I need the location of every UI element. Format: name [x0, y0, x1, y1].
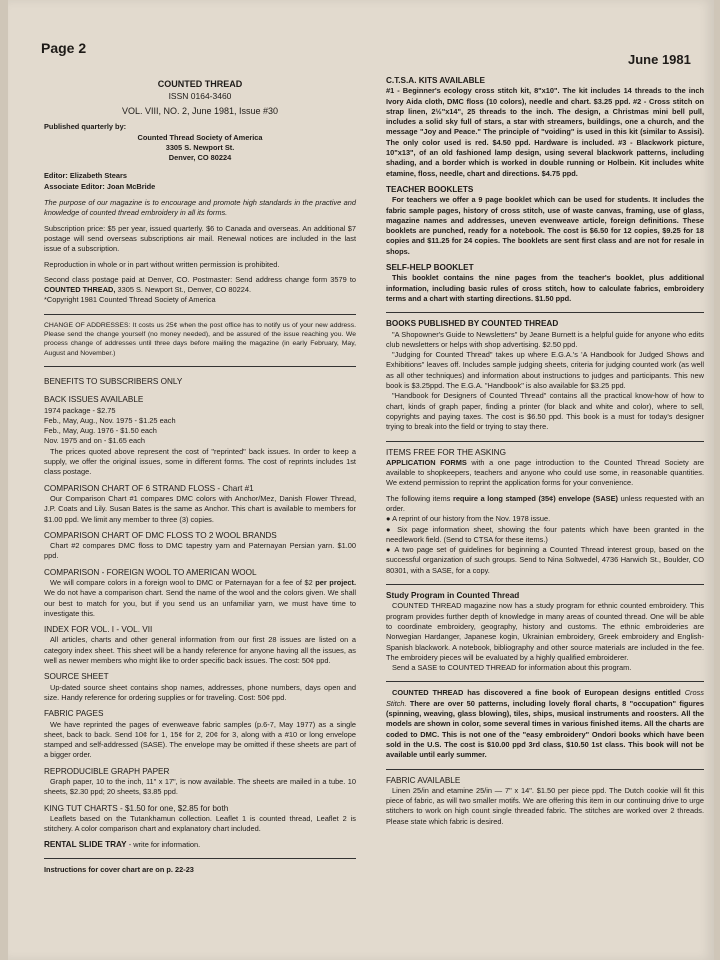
chart2-heading: COMPARISON CHART OF DMC FLOSS TO 2 WOOL BRANDS — [44, 530, 277, 540]
sase-a: The following items — [386, 493, 453, 503]
published-by: Published quarterly by: — [44, 122, 127, 132]
divider — [386, 769, 704, 770]
kits-text: #1 - Beginner's ecology cross stitch kit, 8"x10". The kit includes 14 threads to the inch Ivory Aida cloth, DMC floss (10 colors), needle and chart. $3.25 ppd. #2 - Cross stitch on strap linen, 2½"x14", 25 threads to the inch. The design, a Christmas mini bell pull, includes a solid sky full of stars, a star with streamers, buildings, one a church, and the message "Joy and Peace." The principle of "voiding" is used in this kit (similar to Assisi). The only color used is red. $4.50 ppd. Hardware is included. #3 - Blackwork picture, 10"x13", of an old fashioned lamp design, using several blackwork patterns, including shading, and a border which is worked in double running or Holbein. Kit includes white etamine, floss, needle, chart and directions. $4.75 ppd. — [386, 86, 704, 178]
chart1-heading: COMPARISON CHART OF 6 STRAND FLOSS - Chart #1 — [44, 483, 254, 493]
reproduction: Reproduction in whole or in part without written permission is prohibited. — [44, 259, 280, 269]
index-heading: INDEX FOR VOL. I - VOL. VII — [44, 625, 153, 635]
postage — [44, 275, 356, 296]
king-tut-heading: KING TUT CHARTS - $1.50 for one, $2.85 for both — [44, 803, 229, 813]
book-judging: "Judging for Counted Thread" takes up where E.G.A.'s 'A Handbook for Judged Shows and Exhibitions" leaves off. Includes sample judging sheets, criteria for judging counted work (as well as all other techniques) and information about instructions to judges and participants. This new book is $3.25ppd. The E.G.A. "Handbook" is also available for $3.25 ppd. — [386, 350, 704, 391]
index-text: All articles, charts and other general information from our first 28 issues are listed on a category index sheet. This sheet will be a handy reference for anyone having all the issues, as well as newer members who might like to order specific back issues. The cost: 50¢ ppd. — [44, 635, 356, 666]
rental-text: - write for information. — [126, 839, 201, 849]
eu-a: COUNTED THREAD has discovered a fine book of European designs entitled — [392, 688, 685, 698]
divider — [386, 584, 704, 585]
sase-c: unless requested with an order. — [386, 493, 704, 513]
back-issues-heading: BACK ISSUES AVAILABLE — [44, 395, 144, 405]
fabric-available-text: Linen 25/in and etamine 25/in — 7" x 14". $1.50 per piece ppd. The Dutch cookie will fit this piece of fabric, as will two smaller motifs. We are offering this item in our continuing drive to urge stitchers to work on high count single threaded fabric. The stitches are worked over 2 threads. Please state which fabric is desired. — [386, 785, 704, 826]
purpose: The purpose of our magazine is to encourage and promote high standards in the practive and knowledge of counted thread embroidery in all its forms. — [44, 198, 356, 218]
graph-paper-heading: REPRODUCIBLE GRAPH PAPER — [44, 766, 170, 776]
free-item: ● Six page information sheet, showing the four patents which have been granted in the needlework field. (Send to CTSA for these items.) — [386, 524, 704, 544]
foreign-wool-heading: COMPARISON - FOREIGN WOOL TO AMERICAN WOOL — [44, 567, 257, 577]
fabric-available-heading: FABRIC AVAILABLE — [386, 775, 461, 785]
eu-c: There are over 50 patterns, including lovely floral charts, 8 "occupation" figures (spinning, weaving, glass blowing), tiles, ships, musical instruments and roosters. All the models are shown in color, some several times in various finished items. All the charts are coded to DMC. This is not one of the "easy embroidery" Ondori books which have been sold in the U.S. The cost is $10.00 ppd 3rd class, $10.50 1st class. This book will not be available until early summer. — [386, 698, 704, 760]
foreign-wool-text — [44, 578, 356, 619]
fw-text-bold: per project. — [315, 577, 356, 587]
fw-text-c: We do not have a comparison chart. Send the name of the wool and the colors given. We shall our best to match for you, but if you send us an unfamiliar yarn, we must have time to investigate this. — [44, 588, 356, 618]
fw-text-a: We will compare colors in a foreign wool to DMC or Paternayan for a fee of $2 — [50, 577, 316, 587]
study-program-text: COUNTED THREAD magazine now has a study program for ethnic counted embroidery. This program provides further depth of knowledge in many areas of counted thread. One will be able to coordinate embroidery, geography, history and customs. The ethnic embroideries are Norwegian Hardanger, Japanese kogin, Ukrainian embroidery, Greek embroidery and English-Spanish blackwork. A notebook, bibliography and other source materials are included in the fee. The embroidery pieces will be evaluated by a highly qualified embroiderer. — [386, 601, 704, 662]
copyright: *Copyright 1981 Counted Thread Society of America — [44, 295, 216, 305]
org-name: Counted Thread Society of America — [137, 132, 263, 142]
sase-bold: require a long stamped (35¢) envelope (SASE) — [452, 493, 619, 503]
study-program-heading: Study Program in Counted Thread — [386, 591, 520, 601]
teacher-booklets-heading: TEACHER BOOKLETS — [386, 184, 474, 194]
rental-heading: RENTAL SLIDE TRAY — [44, 839, 127, 849]
european-book-text — [386, 688, 704, 760]
back-issue-line: Nov. 1975 and on - $1.65 each — [44, 436, 145, 446]
back-issues-text: The prices quoted above represent the cost of "reprinted" back issues. In order to keep a supply, we offer the original issues, some in different forms. The cost of reprints includes 1st class postage. — [44, 446, 356, 477]
divider — [44, 366, 356, 367]
org-street: 3305 S. Newport St. — [165, 142, 235, 152]
magazine-page — [8, 0, 714, 960]
free-items-heading: ITEMS FREE FOR THE ASKING — [386, 447, 506, 457]
left-column — [44, 78, 356, 875]
eu-title: Cross Stitch. — [386, 688, 704, 708]
application-forms-text: with a one page introduction to the Counted Thread Society are available to shopkeepers, teachers and anyone who could use some, in reasonable quantities. We extend permission to reprint the application forms for your convenience. — [386, 457, 704, 488]
application-forms-bold: APPLICATION FORMS — [386, 457, 467, 467]
study-program-sase: Send a SASE to COUNTED THREAD for information about this program. — [392, 663, 632, 673]
right-column — [386, 76, 704, 832]
kits-heading: C.T.S.A. KITS AVAILABLE — [386, 76, 486, 85]
self-help-heading: SELF-HELP BOOKLET — [386, 263, 474, 273]
chart2-text: Chart #2 compares DMC floss to DMC tapestry yarn and Paternayan Persian yarn. $1.00 ppd. — [44, 541, 356, 561]
source-sheet-text: Up-dated source sheet contains shop names, addresses, phone numbers, days open and size. Handy reference for ordering supplies or for traveling. Cost: 50¢ ppd. — [44, 682, 356, 702]
postage-address: 3305 S. Newport St., Denver, CO 80224. — [115, 285, 252, 295]
page-number: Page 2 — [41, 40, 87, 56]
masthead-title: COUNTED THREAD — [157, 79, 243, 89]
divider — [386, 681, 704, 682]
source-sheet-heading: SOURCE SHEET — [44, 672, 109, 682]
postage-bold: COUNTED THREAD, — [44, 285, 116, 295]
associate-editor: Associate Editor: Joan McBride — [44, 181, 156, 191]
subscription: Subscription price: $5 per year, issued quarterly. $6 to Canada and overseas. An additional $7 postage will send overseas subscriptions air mail. Renewal notices are included in the last issue of a subscription. — [44, 223, 356, 254]
king-tut-text: Leaflets based on the Tutankhamun collection. Leaflet 1 is counted thread, Leaflet 2 is stitchery. A color comparison chart and explanatory chart included. — [44, 813, 356, 834]
fabric-pages-text: We have reprinted the pages of evenweave fabric samples (p.6-7, May 1977) as a single sheet, back to back. Send 10¢ for 1, 15¢ for 2, 20¢ for 3, along with a #10 or long envelope stamped and self-addressed (SASE). The envelope may be omitted if these sheets are part of a bigger order. — [44, 719, 356, 760]
divider — [386, 312, 704, 313]
cover-chart-note: Instructions for cover chart are on p. 22-23 — [44, 864, 194, 874]
teacher-booklets-text: For teachers we offer a 9 page booklet which can be used for students. It includes the fabric sample pages, history of cross stitch, use of waste canvas, framing, use of glass, magazine names and addresses, uneven evenweave article, foreign definitions. These booklets are punched, ready for a notebook. The cost is $6.50 for 12 copies, $9.25 for 18 copies and $11.25 for 24 copies. The booklets are sent first class and are not for resale in shops. — [386, 195, 704, 256]
issn: ISSN 0164-3460 — [168, 91, 232, 101]
free-item-text: Six page information sheet, showing the four patents which have been granted in the needlework field. (Send to CTSA for these items.) — [386, 524, 704, 544]
editor: Editor: Elizabeth Stears — [44, 171, 127, 181]
self-help-text: This booklet contains the nine pages from the teacher's booklet, plus additional information, including basic rules of cross stitch, how to calculate fabrics, embroidery terms and a chart with starting directions. $1.50 ppd. — [386, 273, 704, 303]
divider — [386, 441, 704, 442]
free-item: ● A two page set of guidelines for beginning a Counted Thread interest group, based on the successful organization of such groups. Send to Nina Soltwedel, 4736 Harwich St., Boulder, CO 80301, with a SASE, for a copy. — [386, 545, 704, 575]
books-heading: BOOKS PUBLISHED BY COUNTED THREAD — [386, 319, 559, 329]
back-issue-line: 1974 package - $2.75 — [44, 405, 116, 415]
divider — [44, 858, 356, 859]
free-item-text: A reprint of our history from the Nov. 1978 issue. — [392, 514, 551, 524]
book-designers: "Handbook for Designers of Counted Thread" contains all the practical know-how of how to chart, kinds of graph paper, finding a printer (for black and white and color), where to sell, copyrights and paying taxes. The cost is $6.50 ppd. This book is a must for today's designer trying to break into the field or trying to stay there. — [386, 391, 704, 432]
free-item: ● A reprint of our history from the Nov. 1978 issue. — [386, 514, 551, 524]
book-shopowner: "A Shopowner's Guide to Newsletters" by Jeane Burnett is a helpful guide for anyone who edits club newsletters or helps with shop advertising. $2.50 ppd. — [386, 329, 704, 349]
rental-slide-tray — [44, 840, 356, 850]
fabric-pages-heading: FABRIC PAGES — [44, 709, 104, 719]
graph-paper-text: Graph paper, 10 to the inch, 11" x 17", is now available. The sheets are mailed in a tube. 10 sheets, $2.30 ppd; 20 sheets, $3.85 ppd. — [44, 777, 356, 797]
back-issue-line: Feb., May, Aug., Nov. 1975 - $1.25 each — [44, 415, 176, 425]
divider — [44, 314, 356, 315]
volume-line: VOL. VIII, NO. 2, June 1981, Issue #30 — [121, 106, 279, 116]
benefits-heading: BENEFITS TO SUBSCRIBERS ONLY — [44, 376, 183, 386]
org-city: Denver, CO 80224 — [168, 153, 232, 163]
sase-note — [386, 494, 704, 515]
back-issue-line: Feb., May, Aug. 1976 - $1.50 each — [44, 426, 157, 436]
issue-date: June 1981 — [628, 52, 691, 67]
change-of-address: CHANGE OF ADDRESSES: It costs us 25¢ when the post office has to notify us of your new address. Please send the change yourself (no money needed), and be assured of the issue reaching you. We process change of addresses until three days before mailing the magazine (in early February, May, August and November.) — [44, 321, 356, 357]
application-forms — [386, 458, 704, 489]
free-item-text: A two page set of guidelines for beginning a Counted Thread interest group, based on the successful organization of such groups. Send to Nina Soltwedel, 4736 Harwich St., Boulder, CO 80301, with a SASE, for a copy. — [386, 545, 704, 575]
postage-text: Second class postage paid at Denver, CO. Postmaster: Send address change form 3579 to — [44, 274, 356, 284]
chart1-text: Our Comparison Chart #1 compares DMC colors with Anchor/Mez, Danish Flower Thread, J.P. Coats and Lily. Susan Bates is the same as Anchor. This chart is available to members for $1.00 ppd. We limit any member to three (3) copies. — [44, 493, 356, 524]
